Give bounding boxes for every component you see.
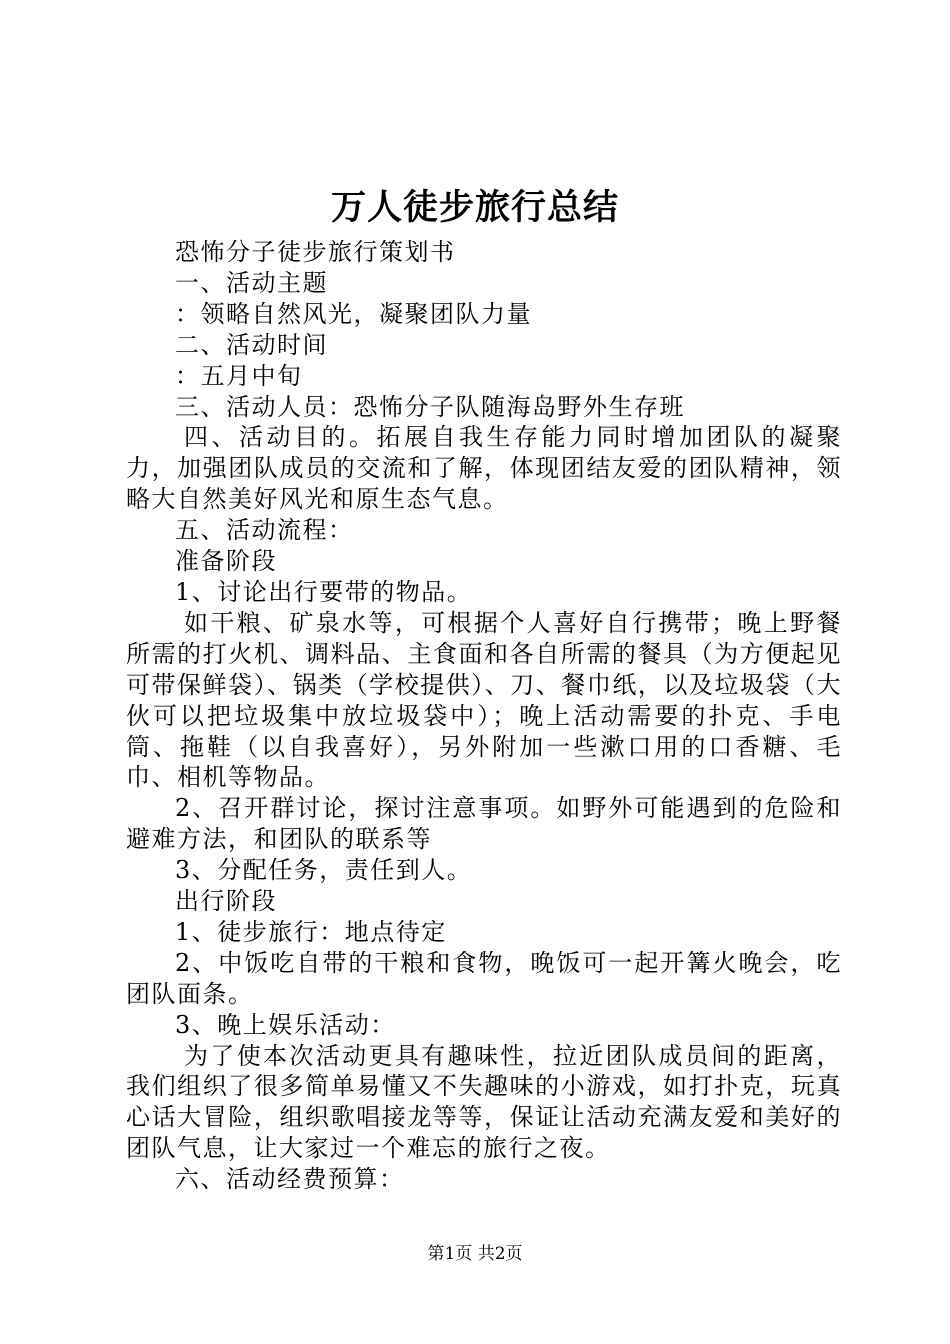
- travel-item-1: 1、徒步旅行：地点待定: [175, 917, 447, 946]
- section-theme-text: ：领略自然风光，凝聚团队力量: [175, 299, 532, 328]
- section-time-heading: 二、活动时间: [175, 330, 328, 359]
- section-process-heading: 五、活动流程：: [175, 516, 354, 545]
- plan-heading: 恐怖分子徒步旅行策划书: [175, 238, 456, 266]
- prep-item-2: 2、召开群讨论，探讨注意事项。如野外可能遇到的危险和避难方法，和团队的联系等: [126, 794, 842, 854]
- prep-stage-heading: 准备阶段: [175, 547, 277, 576]
- section-members: 三、活动人员：恐怖分子队随海岛野外生存班: [175, 392, 685, 421]
- page-number-footer: 第1页 共2页: [427, 1244, 523, 1264]
- page-title: 万人徒步旅行总结: [330, 187, 619, 228]
- section-theme-heading: 一、活动主题: [175, 268, 328, 297]
- travel-item-2: 2、中饭吃自带的干粮和食物，晚饭可一起开篝火晚会，吃团队面条。: [126, 948, 842, 1008]
- section-budget-heading: 六、活动经费预算：: [175, 1165, 405, 1194]
- travel-stage-heading: 出行阶段: [175, 887, 277, 916]
- section-time-text: ：五月中旬: [175, 361, 303, 390]
- section-purpose: 四、活动目的。拓展自我生存能力同时增加团队的凝聚力，加强团队成员的交流和了解，体现团结友爱的团队精神，领略大自然美好风光和原生态气息。: [126, 423, 842, 514]
- travel-item-3-details: 为了使本次活动更具有趣味性，拉近团队成员间的距离，我们组织了很多简单易懂又不失趣味的小游戏，如打扑克，玩真心话大冒险，组织歌唱接龙等等，保证让活动充满友爱和美好的团队气息，让大家过一个难忘的旅行之夜。: [126, 1041, 842, 1163]
- prep-item-3: 3、分配任务，责任到人。: [175, 856, 473, 885]
- document-body: [126, 237, 842, 1195]
- prep-item-1-details: 如干粮、矿泉水等，可根据个人喜好自行携带；晚上野餐所需的打火机、调料品、主食面和各自所需的餐具（为方便起见可带保鲜袋）、锅类（学校提供）、刀、餐巾纸，以及垃圾袋（大伙可以把垃圾集中放垃圾袋中）；晚上活动需要的扑克、手电筒、拖鞋（以自我喜好），另外附加一些漱口用的口香糖、毛巾、相机等物品。: [126, 608, 842, 792]
- travel-item-3: 3、晚上娱乐活动：: [175, 1010, 396, 1039]
- prep-item-1: 1、讨论出行要带的物品。: [175, 577, 473, 606]
